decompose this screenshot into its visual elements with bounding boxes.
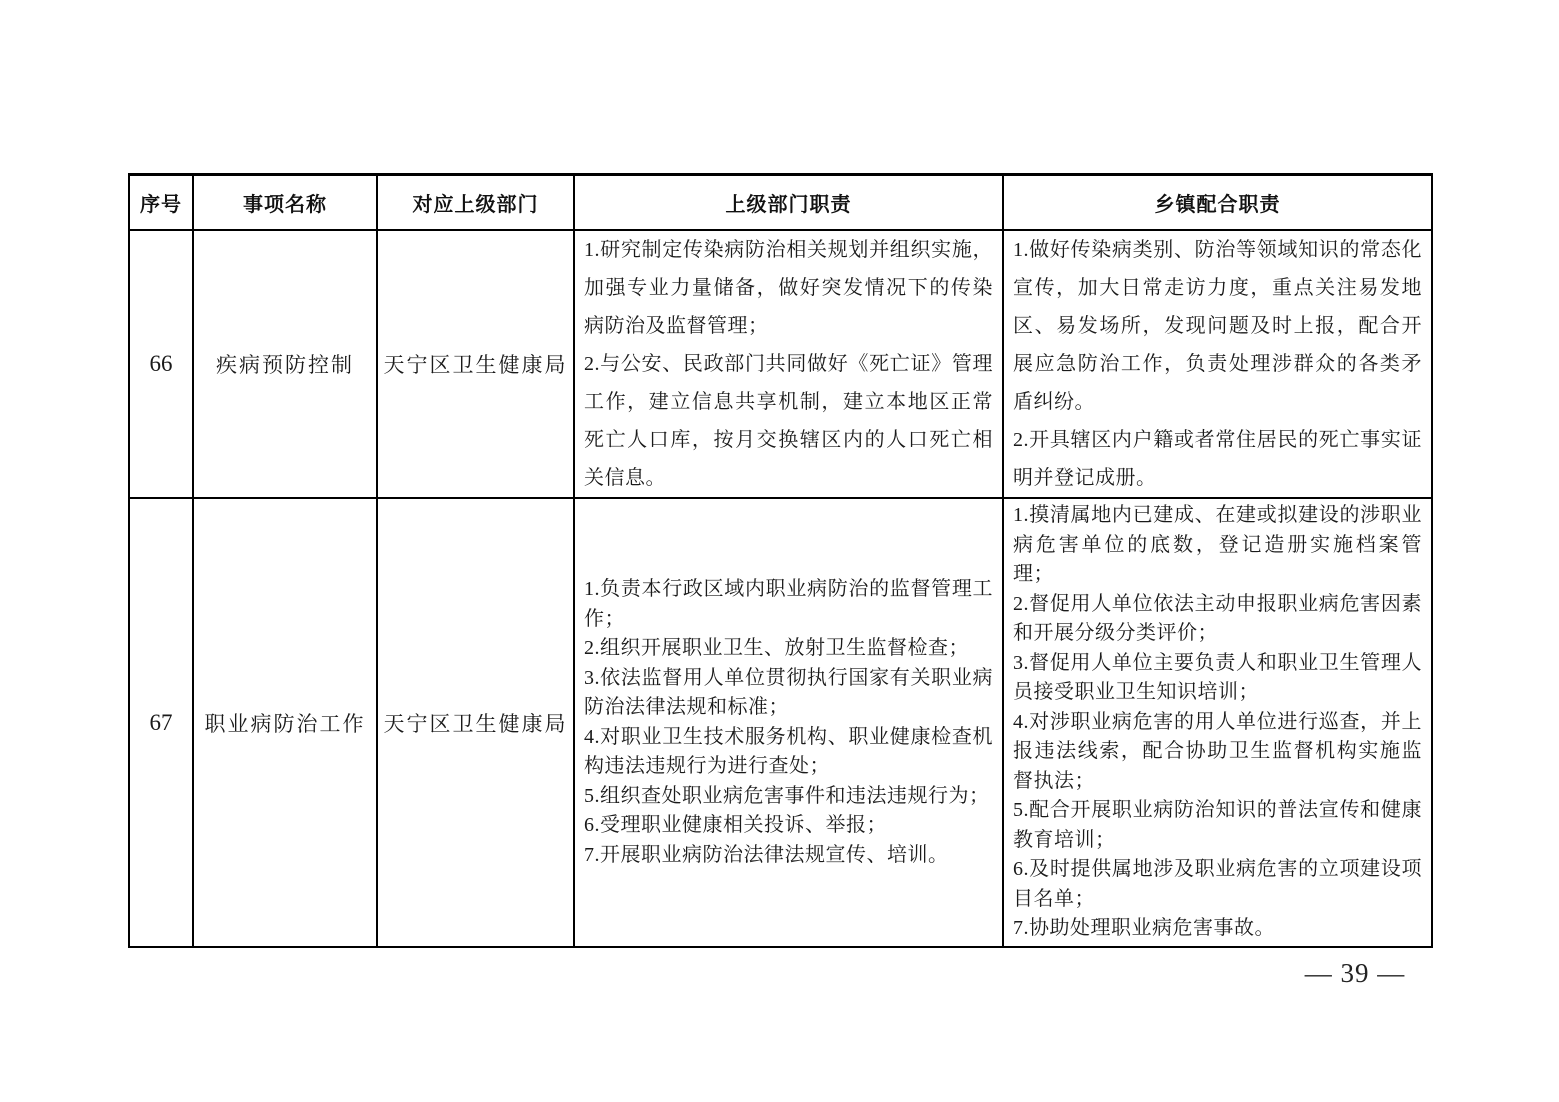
duty-item: 1.研究制定传染病防治相关规划并组织实施，加强专业力量储备，做好突发情况下的传染病防治及监督管理； [584, 239, 993, 337]
duty-item: 2.开具辖区内户籍或者常住居民的死亡事实证明并登记成册。 [1013, 429, 1422, 489]
duty-item: 4.对职业卫生技术服务机构、职业健康检查机构违法违规行为进行查处； [584, 725, 993, 777]
row-department: 天宁区卫生健康局 [377, 230, 574, 498]
row-seq: 67 [129, 498, 193, 947]
column-header-superior-duties: 上级部门职责 [574, 175, 1003, 231]
row-superior-duties [574, 230, 1003, 498]
table-header-row [129, 175, 1432, 231]
table-row [129, 230, 1432, 498]
duty-item: 2.与公安、民政部门共同做好《死亡证》管理工作，建立信息共享机制，建立本地区正常死亡人口库，按月交换辖区内的人口死亡相关信息。 [584, 353, 993, 489]
row-township-duties [1003, 498, 1432, 947]
duty-item: 4.对涉职业病危害的用人单位进行巡查，并上报违法线索，配合协助卫生监督机构实施监督执法； [1013, 710, 1422, 792]
duty-item: 3.依法监督用人单位贯彻执行国家有关职业病防治法律法规和标准； [584, 666, 993, 718]
column-header-item-name: 事项名称 [193, 175, 377, 231]
duty-item: 5.组织查处职业病危害事件和违法违规行为； [584, 784, 990, 807]
row-township-duties [1003, 230, 1432, 498]
duty-item: 6.及时提供属地涉及职业病危害的立项建设项目名单； [1013, 858, 1422, 910]
duty-item: 3.督促用人单位主要负责人和职业卫生管理人员接受职业卫生知识培训； [1013, 651, 1422, 704]
duty-item: 1.负责本行政区域内职业病防治的监督管理工作； [584, 578, 993, 630]
responsibility-table [128, 173, 1433, 948]
duty-item: 7.开展职业病防治法律法规宣传、培训。 [584, 843, 949, 866]
duty-item: 1.摸清属地内已建成、在建或拟建设的涉职业病危害单位的底数，登记造册实施档案管理； [1013, 504, 1422, 586]
duty-item: 7.协助处理职业病危害事故。 [1013, 917, 1275, 940]
page-number: — 39 — [1304, 958, 1406, 988]
duty-item: 6.受理职业健康相关投诉、举报； [584, 814, 887, 836]
duty-item: 2.组织开展职业卫生、放射卫生监督检查； [584, 637, 969, 659]
column-header-department: 对应上级部门 [377, 175, 574, 231]
row-item-name: 职业病防治工作 [193, 498, 377, 947]
table-row [129, 498, 1432, 947]
duty-item: 2.督促用人单位依法主动申报职业病危害因素和开展分级分类评价； [1013, 592, 1422, 645]
row-seq: 66 [129, 230, 193, 498]
row-department: 天宁区卫生健康局 [377, 498, 574, 947]
column-header-township-duties: 乡镇配合职责 [1003, 175, 1432, 231]
duty-item: 5.配合开展职业病防治知识的普法宣传和健康教育培训； [1013, 799, 1422, 851]
duty-item: 1.做好传染病类别、防治等领域知识的常态化宣传，加大日常走访力度，重点关注易发地区、易发场所，发现问题及时上报，配合开展应急防治工作，负责处理涉群众的各类矛盾纠纷。 [1013, 239, 1422, 413]
column-header-seq: 序号 [129, 175, 193, 231]
row-superior-duties [574, 498, 1003, 947]
row-item-name: 疾病预防控制 [193, 230, 377, 498]
